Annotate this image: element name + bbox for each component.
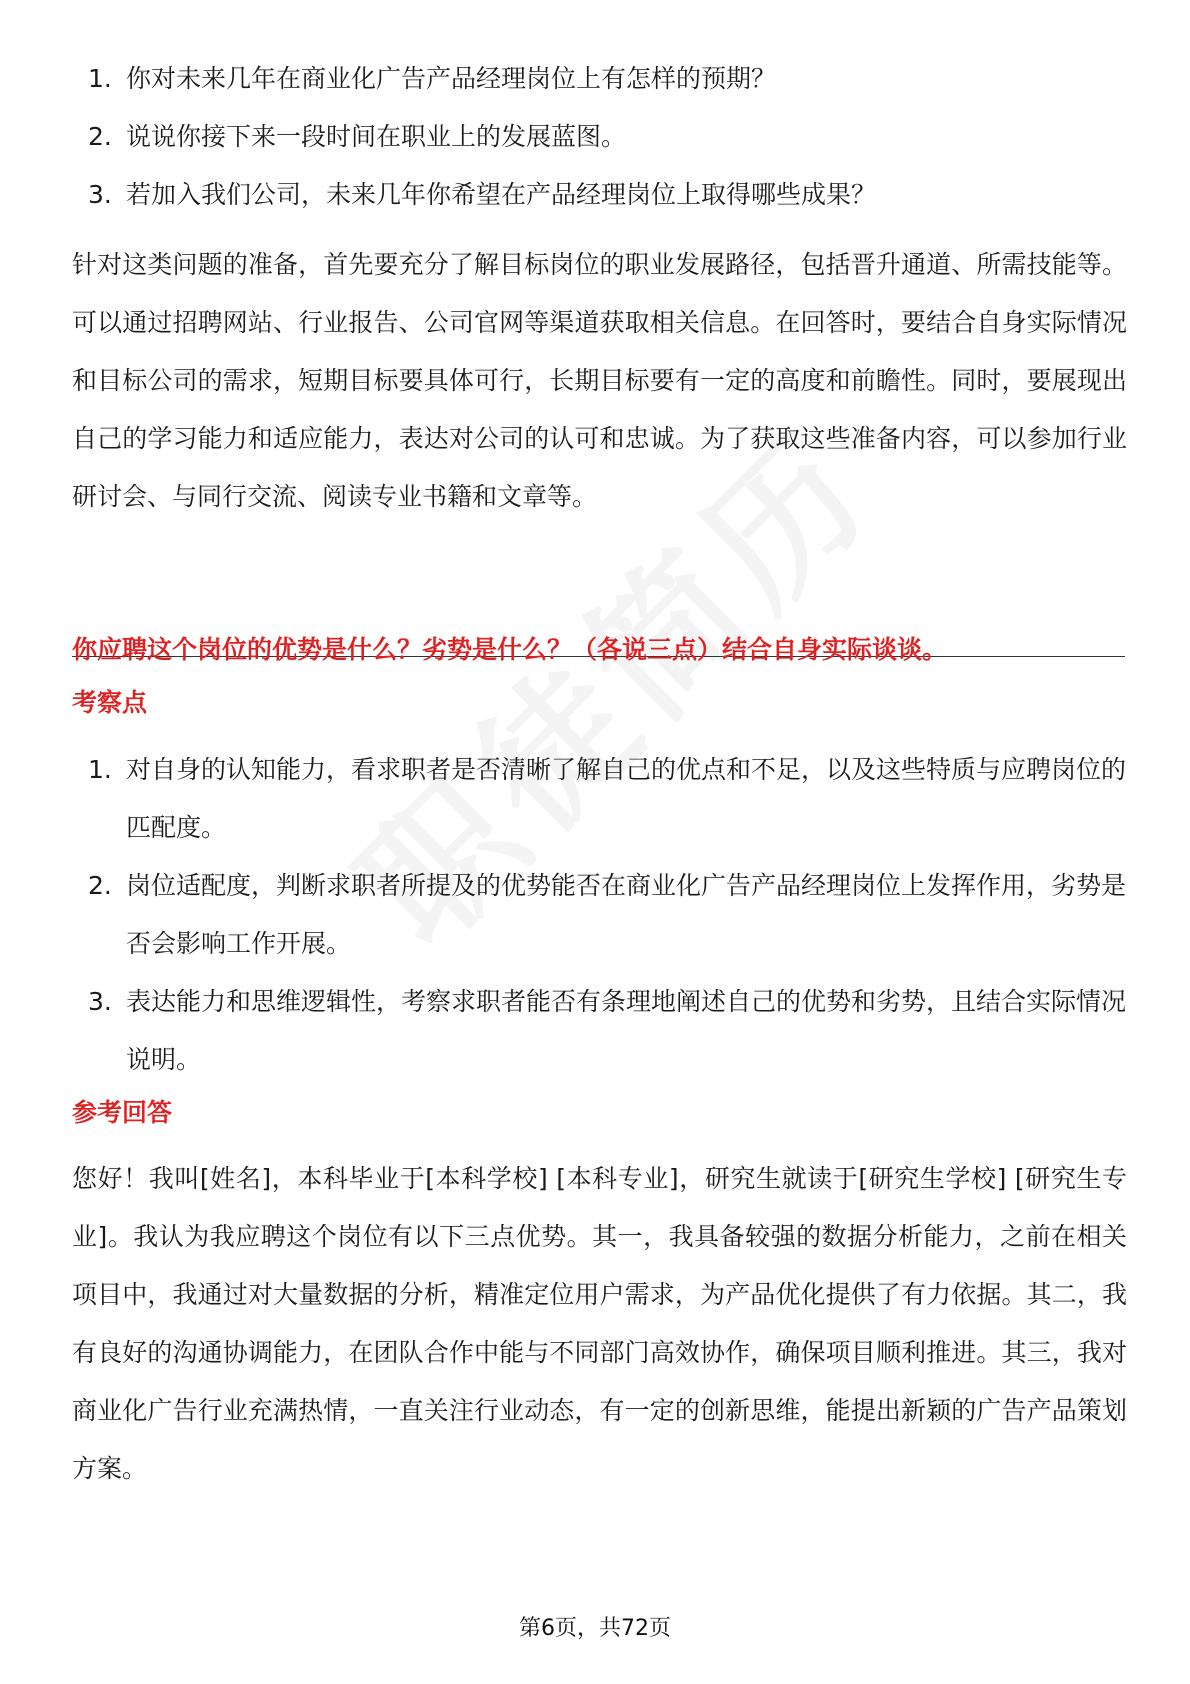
list-number: 3. [88,987,112,1016]
list-number: 1. [88,64,112,93]
list-number: 1. [88,755,112,784]
list-item [88,50,1128,108]
question-title: 你应聘这个岗位的优势是什么？劣势是什么？（各说三点）结合自身实际谈谈。 [72,635,948,664]
page-number: 第6页，共72页 [519,1616,671,1641]
list-number: 3. [88,180,112,209]
list-item [88,857,1128,973]
focus-heading: 考察点 [72,688,148,717]
list-item-text: 表达能力和思维逻辑性，考察求职者能否有条理地阐述自己的优势和劣势，且结合实际情况说明。 [126,987,1127,1074]
list-number: 2. [88,871,112,900]
list-item [88,973,1128,1089]
focus-point-list [88,741,1128,1089]
answer-heading: 参考回答 [72,1098,173,1127]
list-item-text: 若加入我们公司，未来几年你希望在产品经理岗位上取得哪些成果？ [126,180,877,209]
question-list [88,50,1128,224]
advice-paragraph: 针对这类问题的准备，首先要充分了解目标岗位的职业发展路径，包括晋升通道、所需技能等。可以通过招聘网站、行业报告、公司官网等渠道获取相关信息。在回答时，要结合自身实际情况和目标公司的需求，短期目标要具体可行，长期目标要有一定的高度和前瞻性。同时，要展现出自己的学习能力和适应能力，表达对公司的认可和忠诚。为了获取这些准备内容，可以参加行业研讨会、与同行交流、阅读专业书籍和文章等。 [72,250,1127,511]
list-number: 2. [88,122,112,151]
list-item [88,108,1128,166]
list-item-text: 岗位适配度，判断求职者所提及的优势能否在商业化广告产品经理岗位上发挥作用，劣势是否会影响工作开展。 [126,871,1127,958]
list-item-text: 你对未来几年在商业化广告产品经理岗位上有怎样的预期？ [126,64,777,93]
list-item-text: 对自身的认知能力，看求职者是否清晰了解自己的优点和不足，以及这些特质与应聘岗位的匹配度。 [126,755,1127,842]
list-item [88,166,1128,224]
list-item-text: 说说你接下来一段时间在职业上的发展蓝图。 [126,122,627,151]
answer-paragraph: 您好！我叫[姓名]，本科毕业于[本科学校] [本科专业]，研究生就读于[研究生学校] [研究生专业]。我认为我应聘这个岗位有以下三点优势。其一，我具备较强的数据分析能力，之前在相关项目中，我通过对大量数据的分析，精准定位用户需求，为产品优化提供了有力依据。其二，我有良好的沟通协调能力，在团队合作中能与不同部门高效协作，确保项目顺利推进。其三，我对商业化广告行业充满热情，一直关注行业动态，有一定的创新思维，能提出新颖的广告产品策划方案。 [72,1164,1127,1483]
list-item [88,741,1128,857]
